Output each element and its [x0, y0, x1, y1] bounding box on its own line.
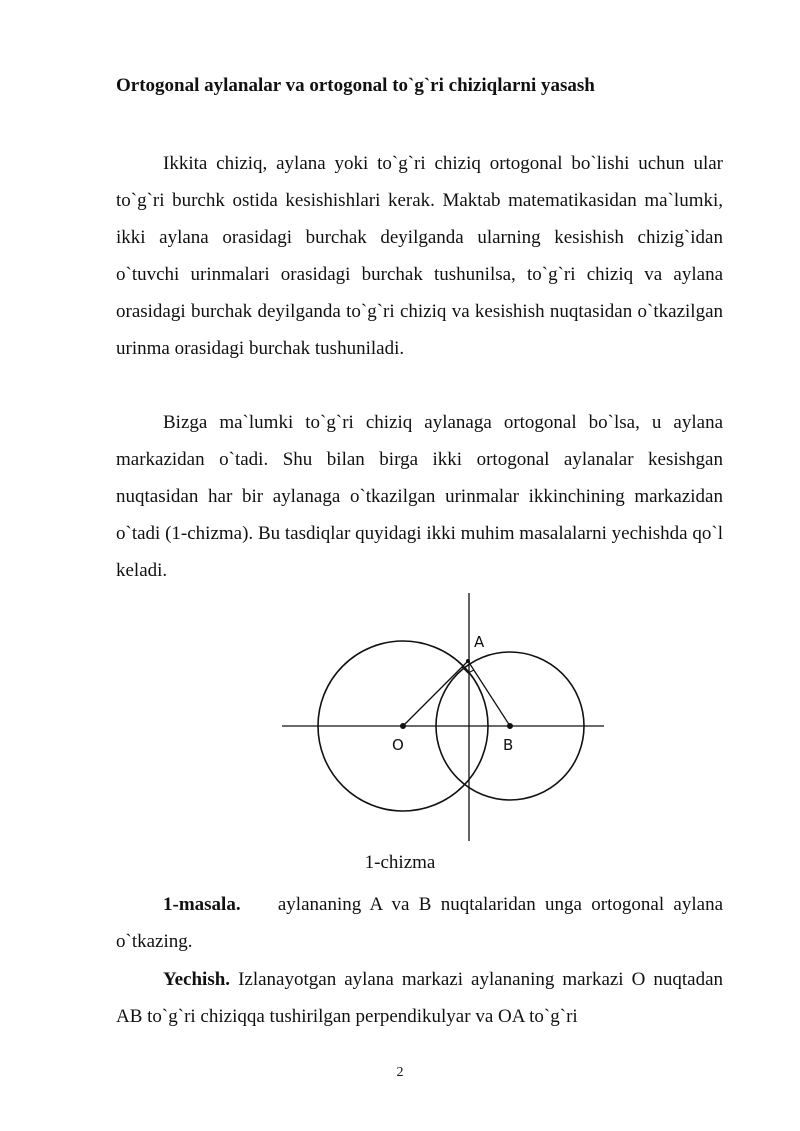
solution-label: Yechish. [163, 969, 231, 990]
solution-paragraph [116, 961, 723, 1035]
problem-text: aylananing A va B nuqtalaridan unga ortogonal aylana o`tkazing. [116, 894, 724, 952]
page-title: Ortogonal aylanalar va ortogonal to`g`ri chiziqlarni yasash [116, 75, 595, 96]
segment-ab [468, 661, 510, 726]
label-point-b: B [503, 736, 514, 754]
label-point-o: O [392, 736, 404, 754]
problem-paragraph [116, 886, 723, 960]
paragraph-orthogonality-definition: Ikkita chiziq, aylana yoki to`g`ri chiziq ortogonal bo`lishi uchun ular to`g`ri burchk ostida kesishishlari kerak. Maktab matematikasidan ma`lumki, ikki aylana orasidagi burchak deyilganda ularning kesishish chizig`idan o`tuvchi urinmalari orasidagi burchak tushunilsa, to`g`ri chiziq va aylana orasidagi burchak deyilganda to`g`ri chiziq va kesishish nuqtasidan o`tkazilgan urinma orasidagi burchak tushuniladi. [116, 153, 723, 359]
problem-label: 1-masala. [163, 894, 241, 915]
label-point-a: A [474, 633, 485, 651]
paragraph-orthogonal-circles-property: Bizga ma`lumki to`g`ri chiziq aylanaga ortogonal bo`lsa, u aylana markazidan o`tadi. Shu bilan birga ikki ortogonal aylanalar kesishgan nuqtasidan har bir aylanaga o`tkazilgan urinmalar ikkinchining markazidan o`tadi (1-chizma). Bu tasdiqlar quyidagi ikki muhim masalalarni yechishda qo`l keladi. [116, 412, 723, 581]
point-b [507, 723, 513, 729]
point-a [466, 659, 470, 663]
page-number: 2 [396, 1065, 404, 1080]
segment-oa [403, 661, 468, 726]
orthogonal-circles-diagram [282, 593, 612, 845]
figure-orthogonal-circles [282, 593, 612, 850]
problem-spacer [241, 894, 278, 915]
figure-caption: 1-chizma [364, 852, 436, 873]
solution-text: Izlanayotgan aylana markazi aylananing markazi O nuqtadan AB to`g`ri chiziqqa tushirilgan perpendikulyar va OA to`g`ri [116, 969, 723, 1027]
point-o [400, 723, 406, 729]
